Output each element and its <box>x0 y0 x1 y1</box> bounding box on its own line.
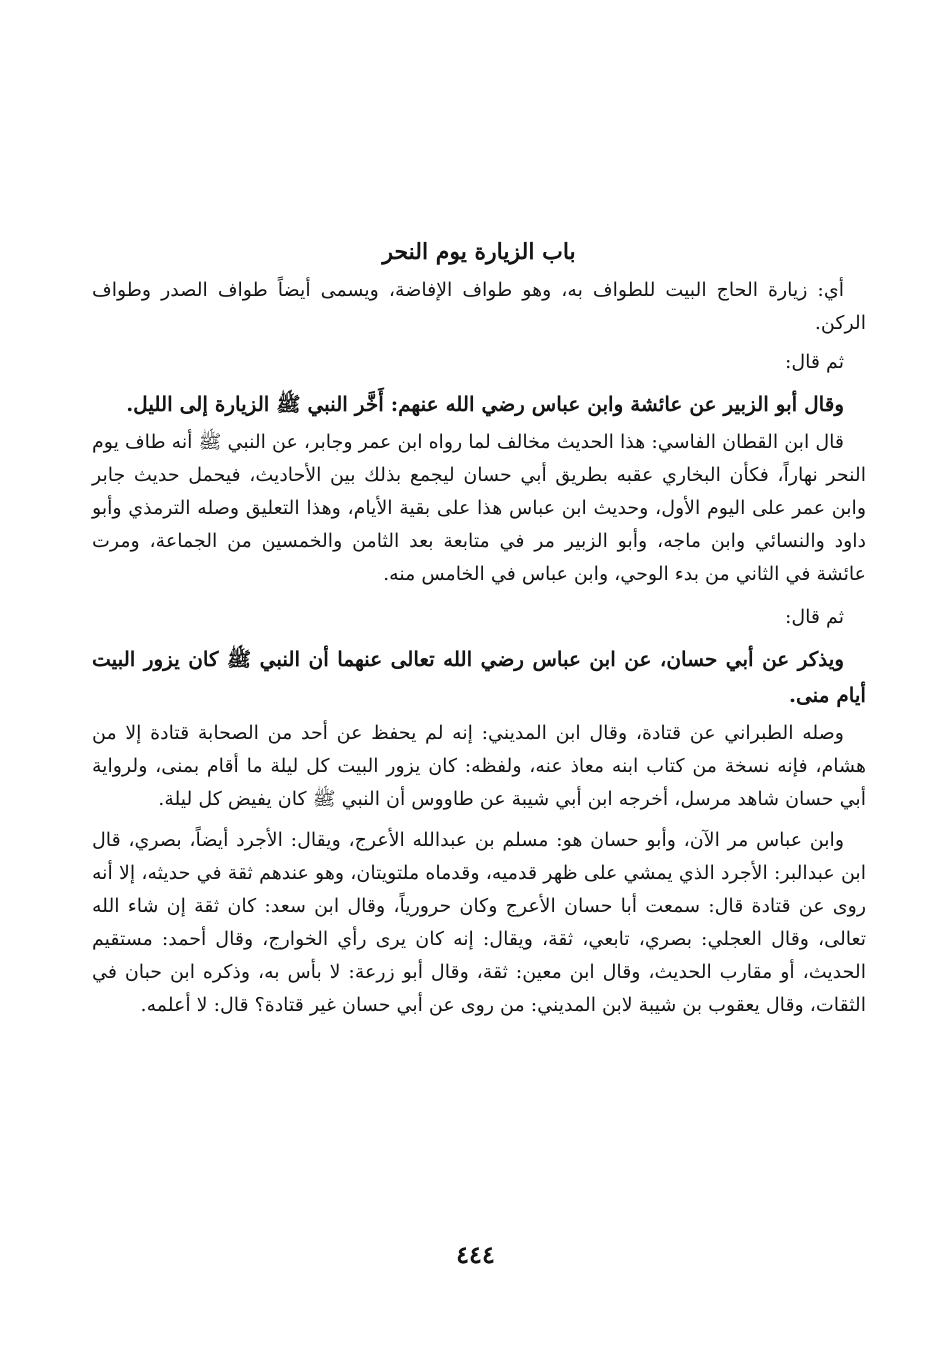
page-body <box>92 232 866 1022</box>
commentary-paragraph-1: قال ابن القطان الفاسي: هذا الحديث مخالف لما رواه ابن عمر وجابر، عن النبي ﷺ أنه طاف يوم النحر نهاراً، فكأن البخاري عقبه بطريق أبي حسان ليجمع بذلك بين الأحاديث، فيحمل حديث جابر وابن عمر على اليوم الأول، وحديث ابن عباس هذا على بقية الأيام، وهذا التعليق وصله الترمذي وأبو داود والنسائي وابن ماجه، وأبو الزبير مر في متابعة بعد الثامن والخمسين من الجماعة، ومرت عائشة في الثاني من بدء الوحي، وابن عباس في الخامس منه. <box>92 431 866 585</box>
hadith-quote-2: ويذكر عن أبي حسان، عن ابن عباس رضي الله تعالى عنهما أن النبي ﷺ كان يزور البيت أيام منى. <box>92 647 866 707</box>
intro-paragraph: أي: زيارة الحاج البيت للطواف به، وهو طواف الإفاضة، ويسمى أيضاً طواف الصدر وطواف الركن. <box>92 279 866 334</box>
commentary-paragraph-3: وابن عباس مر الآن، وأبو حسان هو: مسلم بن عبدالله الأعرج، ويقال: الأجرد أيضاً، بصري، قال ابن عبدالبر: الأجرد الذي يمشي على ظهر قدميه، وقدماه ملتويتان، وهو عندهم ثقة في حديثه، إلا أنه روى عن قتادة قال: سمعت أبا حسان الأعرج وكان حرورياً، وقال ابن سعد: كان ثقة إن شاء الله تعالى، وقال العجلي: بصري، تابعي، ثقة، ويقال: إنه كان يرى رأي الخوارج، وقال أحمد: مستقيم الحديث، أو مقارب الحديث، وقال ابن معين: ثقة، وقال أبو زرعة: لا بأس به، وذكره ابن حبان في الثقات، وقال يعقوب بن شيبة لابن المديني: من روى عن أبي حسان غير قتادة؟ قال: لا أعلمه. <box>92 829 866 1016</box>
then-said-label-1: ثم قال: <box>784 351 844 373</box>
chapter-title: باب الزيارة يوم النحر <box>382 239 576 265</box>
then-said-label-2: ثم قال: <box>784 606 844 628</box>
commentary-paragraph-2: وصله الطبراني عن قتادة، وقال ابن المديني: إنه لم يحفظ عن أحد من الصحابة قتادة إلا من هشام، فإنه نسخة من كتاب ابنه معاذ عنه، ولفظه: كان يزور البيت كل ليلة ما أقام بمنى، ولرواية أبي حسان شاهد مرسل، أخرجه ابن أبي شيبة عن طاووس أن النبي ﷺ كان يفيض كل ليلة. <box>92 722 866 810</box>
hadith-quote-1: وقال أبو الزبير عن عائشة وابن عباس رضي الله عنهم: أَخَّر النبي ﷺ الزيارة إلى الليل. <box>126 392 844 416</box>
page-number: ٤٤٤ <box>456 1240 495 1269</box>
